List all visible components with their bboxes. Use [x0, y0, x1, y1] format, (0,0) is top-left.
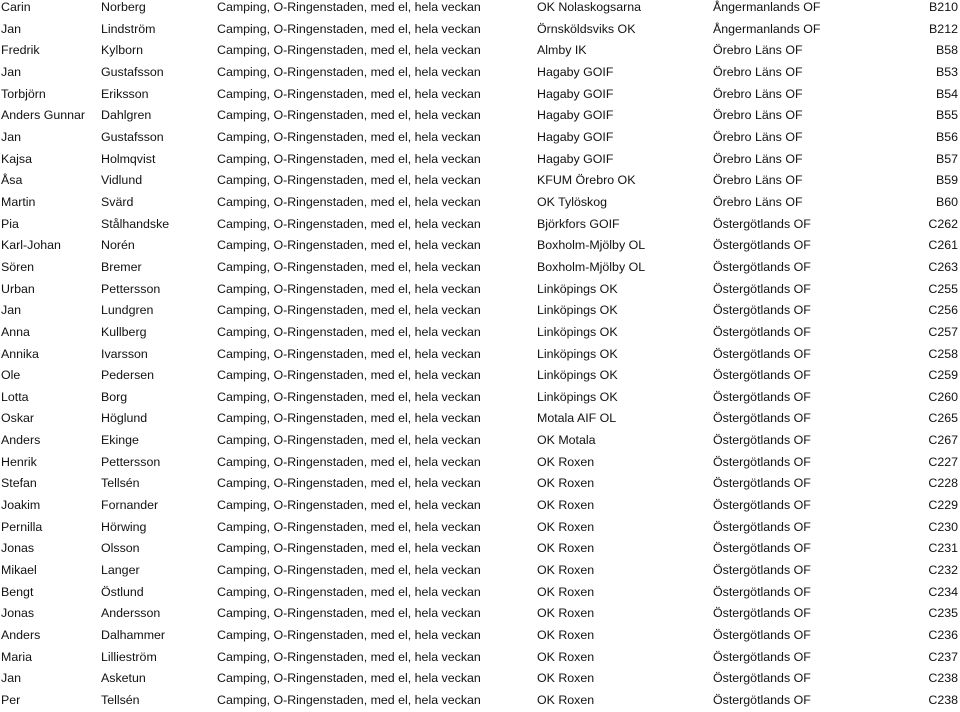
site-number-cell: C238 [928, 671, 958, 686]
club-cell: Linköpings OK [537, 346, 618, 361]
district-cell: Östergötlands OF [713, 216, 811, 231]
club-cell: Linköpings OK [537, 389, 618, 404]
site-number-cell: B54 [935, 86, 958, 101]
table-row [0, 647, 960, 669]
table-row [0, 560, 960, 582]
site-number-cell: B53 [935, 64, 958, 79]
last-name-cell: Lundgren [101, 303, 154, 318]
last-name-cell: Dahlgren [101, 108, 152, 123]
category-cell: Camping, O-Ringenstaden, med el, hela veckan [217, 454, 481, 469]
club-cell: Boxholm-Mjölby OL [537, 238, 646, 253]
site-number-cell: C231 [928, 541, 958, 556]
last-name-cell: Tellsén [101, 476, 140, 491]
district-cell: Örebro Läns OF [713, 43, 803, 58]
club-cell: OK Roxen [537, 476, 595, 491]
district-cell: Örebro Läns OF [713, 173, 803, 188]
district-cell: Östergötlands OF [713, 454, 811, 469]
category-cell: Camping, O-Ringenstaden, med el, hela veckan [217, 671, 481, 686]
last-name-cell: Tellsén [101, 693, 140, 707]
district-cell: Örebro Läns OF [713, 108, 803, 123]
first-name-cell: Torbjörn [1, 86, 46, 101]
last-name-cell: Svärd [101, 194, 134, 209]
site-number-cell: C259 [928, 368, 958, 383]
category-cell: Camping, O-Ringenstaden, med el, hela veckan [217, 0, 481, 14]
club-cell: KFUM Örebro OK [537, 173, 636, 188]
site-number-cell: C232 [928, 563, 958, 578]
table-row [0, 625, 960, 647]
district-cell: Östergötlands OF [713, 476, 811, 491]
first-name-cell: Oskar [1, 411, 35, 426]
last-name-cell: Eriksson [101, 86, 149, 101]
district-cell: Östergötlands OF [713, 584, 811, 599]
last-name-cell: Vidlund [101, 173, 143, 188]
table-row [0, 690, 960, 712]
category-cell: Camping, O-Ringenstaden, med el, hela veckan [217, 21, 481, 36]
table-row [0, 127, 960, 149]
site-number-cell: C230 [928, 519, 958, 534]
first-name-cell: Per [1, 693, 21, 707]
category-cell: Camping, O-Ringenstaden, med el, hela veckan [217, 584, 481, 599]
first-name-cell: Joakim [1, 498, 41, 513]
club-cell: Björkfors GOIF [537, 216, 620, 231]
category-cell: Camping, O-Ringenstaden, med el, hela veckan [217, 476, 481, 491]
category-cell: Camping, O-Ringenstaden, med el, hela veckan [217, 303, 481, 318]
last-name-cell: Lillieström [101, 649, 157, 664]
club-cell: Motala AIF OL [537, 411, 617, 426]
last-name-cell: Pedersen [101, 368, 155, 383]
category-cell: Camping, O-Ringenstaden, med el, hela veckan [217, 346, 481, 361]
district-cell: Östergötlands OF [713, 498, 811, 513]
club-cell: OK Roxen [537, 649, 595, 664]
district-cell: Östergötlands OF [713, 693, 811, 707]
table-row [0, 517, 960, 539]
first-name-cell: Urban [1, 281, 35, 296]
category-cell: Camping, O-Ringenstaden, med el, hela veckan [217, 43, 481, 58]
club-cell: OK Roxen [537, 671, 595, 686]
club-cell: OK Roxen [537, 519, 595, 534]
category-cell: Camping, O-Ringenstaden, med el, hela veckan [217, 259, 481, 274]
last-name-cell: Norberg [101, 0, 146, 14]
table-row [0, 344, 960, 366]
site-number-cell: C265 [928, 411, 958, 426]
last-name-cell: Ivarsson [101, 346, 148, 361]
club-cell: Hagaby GOIF [537, 129, 614, 144]
table-row [0, 430, 960, 452]
category-cell: Camping, O-Ringenstaden, med el, hela veckan [217, 519, 481, 534]
first-name-cell: Karl-Johan [1, 238, 61, 253]
last-name-cell: Andersson [101, 606, 161, 621]
first-name-cell: Jonas [1, 541, 35, 556]
category-cell: Camping, O-Ringenstaden, med el, hela veckan [217, 368, 481, 383]
last-name-cell: Östlund [101, 584, 144, 599]
district-cell: Örebro Läns OF [713, 86, 803, 101]
district-cell: Östergötlands OF [713, 259, 811, 274]
first-name-cell: Jan [1, 21, 21, 36]
table-row [0, 214, 960, 236]
site-number-cell: C261 [928, 238, 958, 253]
club-cell: OK Roxen [537, 584, 595, 599]
first-name-cell: Sören [1, 259, 35, 274]
last-name-cell: Langer [101, 563, 140, 578]
site-number-cell: C255 [928, 281, 958, 296]
club-cell: Linköpings OK [537, 324, 618, 339]
first-name-cell: Mikael [1, 563, 37, 578]
table-row [0, 192, 960, 214]
site-number-cell: C229 [928, 498, 958, 513]
table-row [0, 62, 960, 84]
club-cell: Linköpings OK [537, 281, 618, 296]
table-row [0, 40, 960, 62]
category-cell: Camping, O-Ringenstaden, med el, hela veckan [217, 173, 481, 188]
category-cell: Camping, O-Ringenstaden, med el, hela veckan [217, 606, 481, 621]
district-cell: Östergötlands OF [713, 649, 811, 664]
last-name-cell: Lindström [101, 21, 156, 36]
club-cell: OK Roxen [537, 693, 595, 707]
site-number-cell: C263 [928, 259, 958, 274]
table-row [0, 322, 960, 344]
district-cell: Örebro Läns OF [713, 194, 803, 209]
last-name-cell: Asketun [101, 671, 146, 686]
site-number-cell: C236 [928, 628, 958, 643]
first-name-cell: Maria [1, 649, 32, 664]
table-row [0, 387, 960, 409]
site-number-cell: B59 [935, 173, 958, 188]
table-row [0, 19, 960, 41]
club-cell: OK Nolaskogsarna [537, 0, 641, 14]
category-cell: Camping, O-Ringenstaden, med el, hela veckan [217, 129, 481, 144]
table-row [0, 149, 960, 171]
first-name-cell: Jan [1, 671, 21, 686]
table-row [0, 538, 960, 560]
category-cell: Camping, O-Ringenstaden, med el, hela veckan [217, 151, 481, 166]
first-name-cell: Pia [1, 216, 19, 231]
category-cell: Camping, O-Ringenstaden, med el, hela veckan [217, 693, 481, 707]
last-name-cell: Ekinge [101, 433, 139, 448]
district-cell: Örebro Läns OF [713, 151, 803, 166]
club-cell: OK Tylöskog [537, 194, 608, 209]
club-cell: OK Roxen [537, 606, 595, 621]
table-row [0, 473, 960, 495]
category-cell: Camping, O-Ringenstaden, med el, hela veckan [217, 64, 481, 79]
last-name-cell: Gustafsson [101, 129, 164, 144]
table-row [0, 0, 960, 19]
category-cell: Camping, O-Ringenstaden, med el, hela veckan [217, 281, 481, 296]
district-cell: Östergötlands OF [713, 281, 811, 296]
first-name-cell: Lotta [1, 389, 29, 404]
club-cell: OK Roxen [537, 498, 595, 513]
district-cell: Östergötlands OF [713, 368, 811, 383]
club-cell: Hagaby GOIF [537, 64, 614, 79]
district-cell: Östergötlands OF [713, 671, 811, 686]
table-row [0, 84, 960, 106]
first-name-cell: Fredrik [1, 43, 40, 58]
club-cell: Linköpings OK [537, 303, 618, 318]
last-name-cell: Kylborn [101, 43, 144, 58]
first-name-cell: Jan [1, 129, 21, 144]
district-cell: Östergötlands OF [713, 411, 811, 426]
first-name-cell: Anders [1, 628, 41, 643]
site-number-cell: C257 [928, 324, 958, 339]
category-cell: Camping, O-Ringenstaden, med el, hela veckan [217, 649, 481, 664]
last-name-cell: Pettersson [101, 281, 161, 296]
last-name-cell: Bremer [101, 259, 142, 274]
last-name-cell: Borg [101, 389, 128, 404]
first-name-cell: Anna [1, 324, 30, 339]
site-number-cell: C262 [928, 216, 958, 231]
club-cell: OK Motala [537, 433, 596, 448]
district-cell: Ångermanlands OF [713, 0, 821, 14]
first-name-cell: Jan [1, 64, 21, 79]
table-row [0, 603, 960, 625]
category-cell: Camping, O-Ringenstaden, med el, hela veckan [217, 563, 481, 578]
first-name-cell: Jan [1, 303, 21, 318]
category-cell: Camping, O-Ringenstaden, med el, hela veckan [217, 541, 481, 556]
category-cell: Camping, O-Ringenstaden, med el, hela veckan [217, 216, 481, 231]
last-name-cell: Höglund [101, 411, 148, 426]
last-name-cell: Norén [101, 238, 135, 253]
last-name-cell: Kullberg [101, 324, 147, 339]
table-row [0, 257, 960, 279]
category-cell: Camping, O-Ringenstaden, med el, hela veckan [217, 86, 481, 101]
table-row [0, 105, 960, 127]
category-cell: Camping, O-Ringenstaden, med el, hela veckan [217, 411, 481, 426]
site-number-cell: B58 [935, 43, 958, 58]
site-number-cell: B212 [929, 21, 958, 36]
table-row [0, 300, 960, 322]
site-number-cell: C238 [928, 693, 958, 707]
club-cell: Linköpings OK [537, 368, 618, 383]
site-number-cell: C256 [928, 303, 958, 318]
club-cell: Hagaby GOIF [537, 86, 614, 101]
site-number-cell: C267 [928, 433, 958, 448]
first-name-cell: Anders Gunnar [1, 108, 86, 123]
district-cell: Östergötlands OF [713, 541, 811, 556]
last-name-cell: Hörwing [101, 519, 147, 534]
first-name-cell: Bengt [1, 584, 34, 599]
first-name-cell: Pernilla [1, 519, 43, 534]
last-name-cell: Olsson [101, 541, 140, 556]
last-name-cell: Gustafsson [101, 64, 164, 79]
club-cell: OK Roxen [537, 541, 595, 556]
site-number-cell: C260 [928, 389, 958, 404]
last-name-cell: Holmqvist [101, 151, 156, 166]
site-number-cell: C258 [928, 346, 958, 361]
last-name-cell: Pettersson [101, 454, 161, 469]
table-row [0, 582, 960, 604]
district-cell: Östergötlands OF [713, 519, 811, 534]
club-cell: OK Roxen [537, 628, 595, 643]
table-row [0, 408, 960, 430]
district-cell: Örebro Läns OF [713, 129, 803, 144]
first-name-cell: Åsa [1, 173, 23, 188]
category-cell: Camping, O-Ringenstaden, med el, hela veckan [217, 628, 481, 643]
table-row [0, 170, 960, 192]
category-cell: Camping, O-Ringenstaden, med el, hela veckan [217, 498, 481, 513]
site-number-cell: B60 [935, 194, 958, 209]
first-name-cell: Annika [1, 346, 39, 361]
last-name-cell: Fornander [101, 498, 159, 513]
club-cell: Örnsköldsviks OK [537, 21, 636, 36]
district-cell: Östergötlands OF [713, 238, 811, 253]
table-row [0, 279, 960, 301]
first-name-cell: Anders [1, 433, 41, 448]
club-cell: OK Roxen [537, 563, 595, 578]
club-cell: Hagaby GOIF [537, 151, 614, 166]
first-name-cell: Henrik [1, 454, 37, 469]
district-cell: Östergötlands OF [713, 628, 811, 643]
club-cell: Boxholm-Mjölby OL [537, 259, 646, 274]
first-name-cell: Stefan [1, 476, 37, 491]
category-cell: Camping, O-Ringenstaden, med el, hela veckan [217, 238, 481, 253]
site-number-cell: B210 [929, 0, 958, 14]
site-number-cell: B56 [935, 129, 958, 144]
table-row [0, 668, 960, 690]
table-row [0, 365, 960, 387]
first-name-cell: Jonas [1, 606, 35, 621]
district-cell: Östergötlands OF [713, 324, 811, 339]
category-cell: Camping, O-Ringenstaden, med el, hela veckan [217, 324, 481, 339]
district-cell: Östergötlands OF [713, 303, 811, 318]
site-number-cell: B57 [935, 151, 958, 166]
table-row [0, 235, 960, 257]
last-name-cell: Stålhandske [101, 216, 170, 231]
last-name-cell: Dalhammer [101, 628, 166, 643]
district-cell: Ångermanlands OF [713, 21, 821, 36]
club-cell: Almby IK [537, 43, 587, 58]
district-cell: Östergötlands OF [713, 433, 811, 448]
table-row [0, 495, 960, 517]
site-number-cell: C228 [928, 476, 958, 491]
district-cell: Östergötlands OF [713, 389, 811, 404]
site-number-cell: C235 [928, 606, 958, 621]
first-name-cell: Martin [1, 194, 36, 209]
district-cell: Östergötlands OF [713, 346, 811, 361]
first-name-cell: Kajsa [1, 151, 32, 166]
site-number-cell: B55 [935, 108, 958, 123]
site-number-cell: C227 [928, 454, 958, 469]
district-cell: Östergötlands OF [713, 563, 811, 578]
table-row [0, 452, 960, 474]
first-name-cell: Ole [1, 368, 21, 383]
district-cell: Örebro Läns OF [713, 64, 803, 79]
site-number-cell: C234 [928, 584, 958, 599]
first-name-cell: Carin [1, 0, 31, 14]
category-cell: Camping, O-Ringenstaden, med el, hela veckan [217, 194, 481, 209]
site-number-cell: C237 [928, 649, 958, 664]
club-cell: OK Roxen [537, 454, 595, 469]
club-cell: Hagaby GOIF [537, 108, 614, 123]
category-cell: Camping, O-Ringenstaden, med el, hela veckan [217, 389, 481, 404]
category-cell: Camping, O-Ringenstaden, med el, hela veckan [217, 433, 481, 448]
district-cell: Östergötlands OF [713, 606, 811, 621]
category-cell: Camping, O-Ringenstaden, med el, hela veckan [217, 108, 481, 123]
